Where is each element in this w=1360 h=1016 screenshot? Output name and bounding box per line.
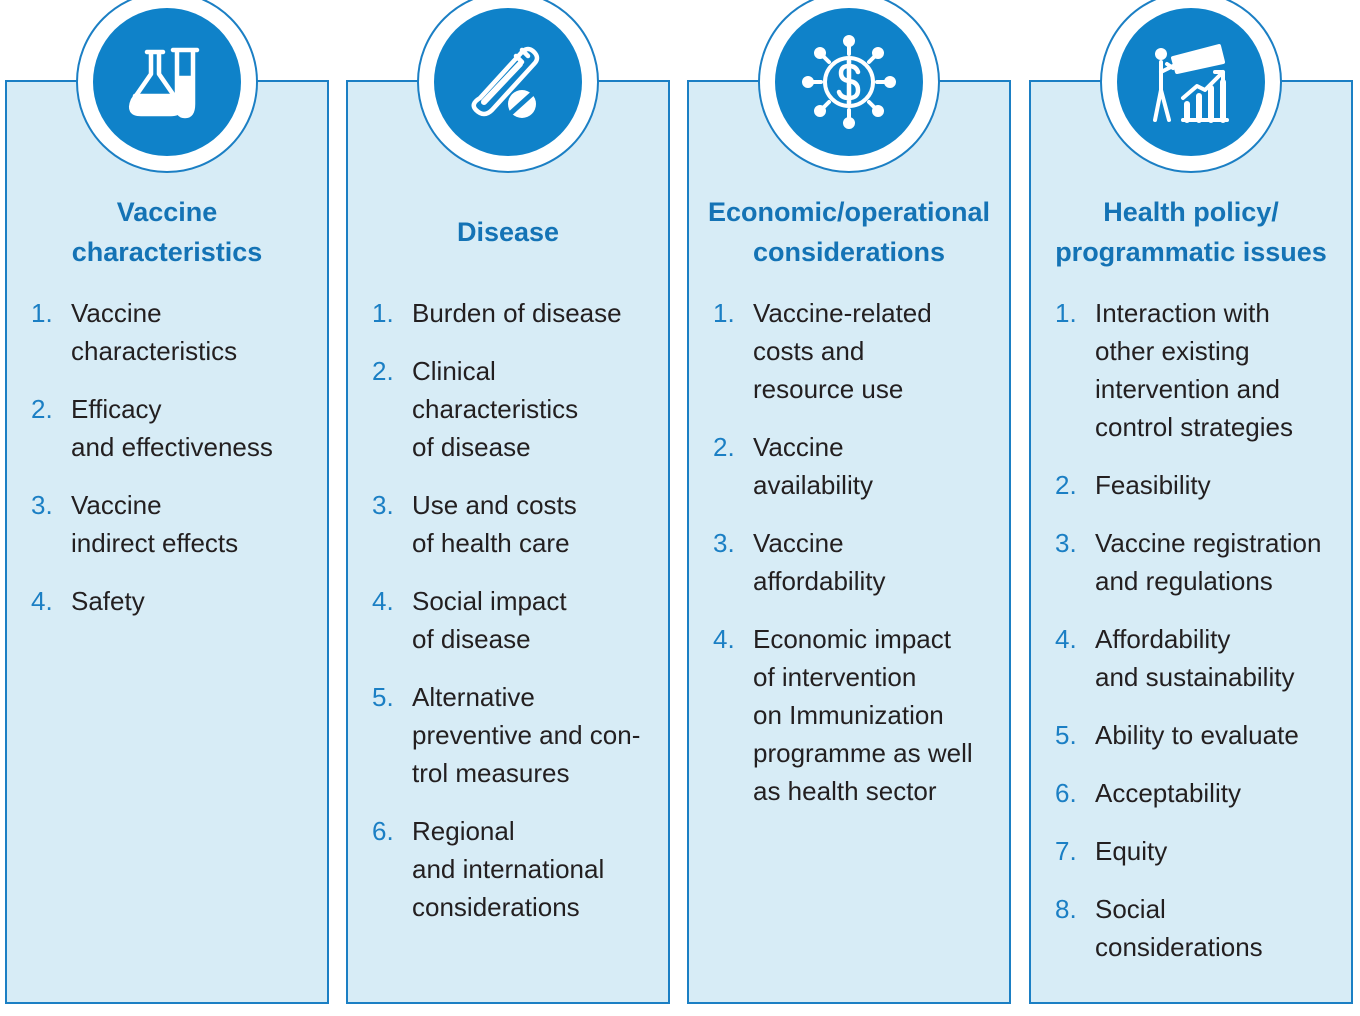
column-title: Vaccine characteristics [71,197,263,267]
list-item [31,390,319,466]
item-number: 5. [1055,720,1077,750]
item-text: Feasibility [1095,470,1211,500]
item-text: Vaccine indirect effects [71,490,239,558]
dollar-virus-icon [775,8,923,156]
item-number: 3. [713,528,735,558]
item-list [7,294,327,640]
item-text: Affordability and sustainability [1095,624,1295,692]
item-number: 6. [372,816,394,846]
column-vaccine-characteristics [5,80,329,1004]
item-number: 1. [713,298,735,328]
item-number: 5. [372,682,394,712]
list-item [1055,890,1343,966]
thermometer-pill-icon [434,8,582,156]
list-item [1055,294,1343,446]
item-list [1031,294,1351,986]
item-number: 4. [372,586,394,616]
item-text: Safety [71,586,145,616]
item-number: 6. [1055,778,1077,808]
item-text: Burden of disease [412,298,622,328]
item-number: 8. [1055,894,1077,924]
item-text: Interaction with other existing intervention and control strategies [1095,298,1293,442]
item-text: Ability to evaluate [1095,720,1299,750]
item-text: Alternative preventive and con- trol measures [412,682,641,788]
column-title: Economic/operational considerations [707,197,991,267]
list-item [31,486,319,562]
list-item [1055,620,1343,696]
column-title: Health policy/ programmatic issues [1055,197,1327,267]
column-title: Disease [456,217,560,247]
item-text: Vaccine availability [753,432,873,500]
item-number: 2. [713,432,735,462]
item-text: Economic impact of intervention on Immunization programme as well as health sector [753,624,973,806]
item-number: 1. [372,298,394,328]
item-text: Social impact of disease [412,586,567,654]
list-item [31,294,319,370]
list-item [713,524,1001,600]
item-text: Efficacy and effectiveness [71,394,273,462]
list-item [1055,716,1343,754]
list-item [372,294,660,332]
item-number: 3. [1055,528,1077,558]
list-item [713,428,1001,504]
list-item [1055,774,1343,812]
item-list [689,294,1009,830]
list-item [713,620,1001,810]
column-health-policy [1029,80,1353,1004]
item-number: 2. [31,394,53,424]
item-number: 4. [713,624,735,654]
list-item [372,678,660,792]
column-disease [346,80,670,1004]
item-number: 7. [1055,836,1077,866]
item-number: 2. [1055,470,1077,500]
item-number: 4. [31,586,53,616]
telescope-growth-chart-icon [1117,8,1265,156]
list-item [1055,466,1343,504]
item-number: 1. [31,298,53,328]
item-number: 2. [372,356,394,386]
item-number: 1. [1055,298,1077,328]
item-text: Equity [1095,836,1168,866]
item-text: Clinical characteristics of disease [412,356,579,462]
list-item [1055,832,1343,870]
item-number: 3. [31,490,53,520]
item-text: Acceptability [1095,778,1241,808]
list-item [713,294,1001,408]
item-text: Vaccine characteristics [71,298,238,366]
item-text: Vaccine registration and regulations [1095,528,1322,596]
item-text: Use and costs of health care [412,490,577,558]
list-item [1055,524,1343,600]
list-item [372,352,660,466]
flask-test-tube-icon [93,8,241,156]
item-number: 4. [1055,624,1077,654]
list-item [372,582,660,658]
item-text: Vaccine affordability [753,528,886,596]
item-text: Vaccine-related costs and resource use [753,298,932,404]
list-item [372,486,660,562]
list-item [372,812,660,926]
column-economic-operational [687,80,1011,1004]
item-text: Social considerations [1095,894,1263,962]
item-list [348,294,668,946]
list-item [31,582,319,620]
item-text: Regional and international considerations [412,816,605,922]
item-number: 3. [372,490,394,520]
